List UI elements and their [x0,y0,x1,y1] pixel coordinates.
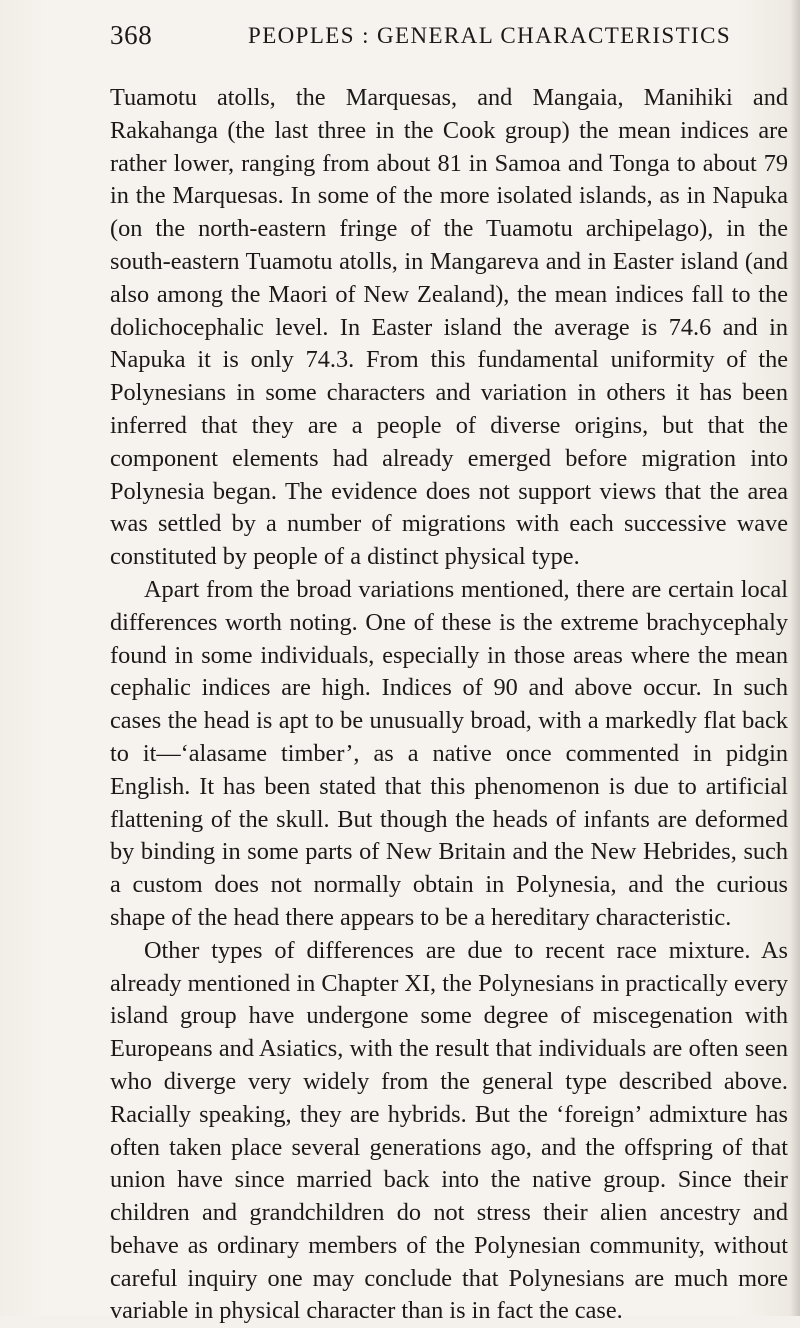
paragraph-continuation: Tuamotu atolls, the Marquesas, and Mangaia, Manihiki and Rakahanga (the last three in the Cook group) the mean indices are rather lower, ranging from about 81 in Samoa and Tonga to about 79 in the Marquesas. In some of the more isolated islands, as in Napuka (on the north-eastern fringe of the Tuamotu archipelago), in the south-eastern Tuamotu atolls, in Mangareva and in Easter island (and also among the Maori of New Zealand), the mean indices fall to the dolichocephalic level. In Easter island the average is 74.6 and in Napuka it is only 74.3. From this fundamental uniformity of the Polynesians in some characters and variation in others it has been inferred that they are a people of diverse origins, but that the component elements had already emerged before migration into Polynesia began. The evidence does not support views that the area was settled by a number of migrations with each successive wave constituted by people of a distinct physical type. [110,84,788,571]
body-text [110,82,788,1328]
running-title: PEOPLES : GENERAL CHARACTERISTICS [248,23,732,48]
running-head [110,20,732,60]
paragraph-race-mixture: Other types of differences are due to recent race mixture. As already mentioned in Chapter XI, the Polynesians in practically every island group have undergone some degree of miscegenation with Europeans and Asiatics, with the result that individuals are often seen who diverge very widely from the general type described above. Racially speaking, they are hybrids. But the ‘foreign’ admixture has often taken place several generations ago, and the offspring of that union have since married back into the native group. Since their children and grandchildren do not stress their alien ancestry and behave as ordinary members of the Polynesian community, without careful inquiry one may conclude that Polynesians are much more variable in physical character than is in fact the case. [110,936,788,1325]
paragraph-local-differences: Apart from the broad variations mentioned, there are certain local differences worth noting. One of these is the extreme brachycephaly found in some individuals, especially in those areas where the mean cephalic indices are high. Indices of 90 and above occur. In such cases the head is apt to be unusually broad, with a markedly flat back to it—‘alasame timber’, as a native once commented in pidgin English. It has been stated that this phenomenon is due to artificial flattening of the skull. But though the heads of infants are deformed by binding in some parts of New Britain and the New Hebrides, such a custom does not normally obtain in Polynesia, and the curious shape of the head there appears to be a hereditary characteristic. [110,575,788,931]
page-edge-shadow [790,0,800,1316]
page-number: 368 [110,20,153,50]
